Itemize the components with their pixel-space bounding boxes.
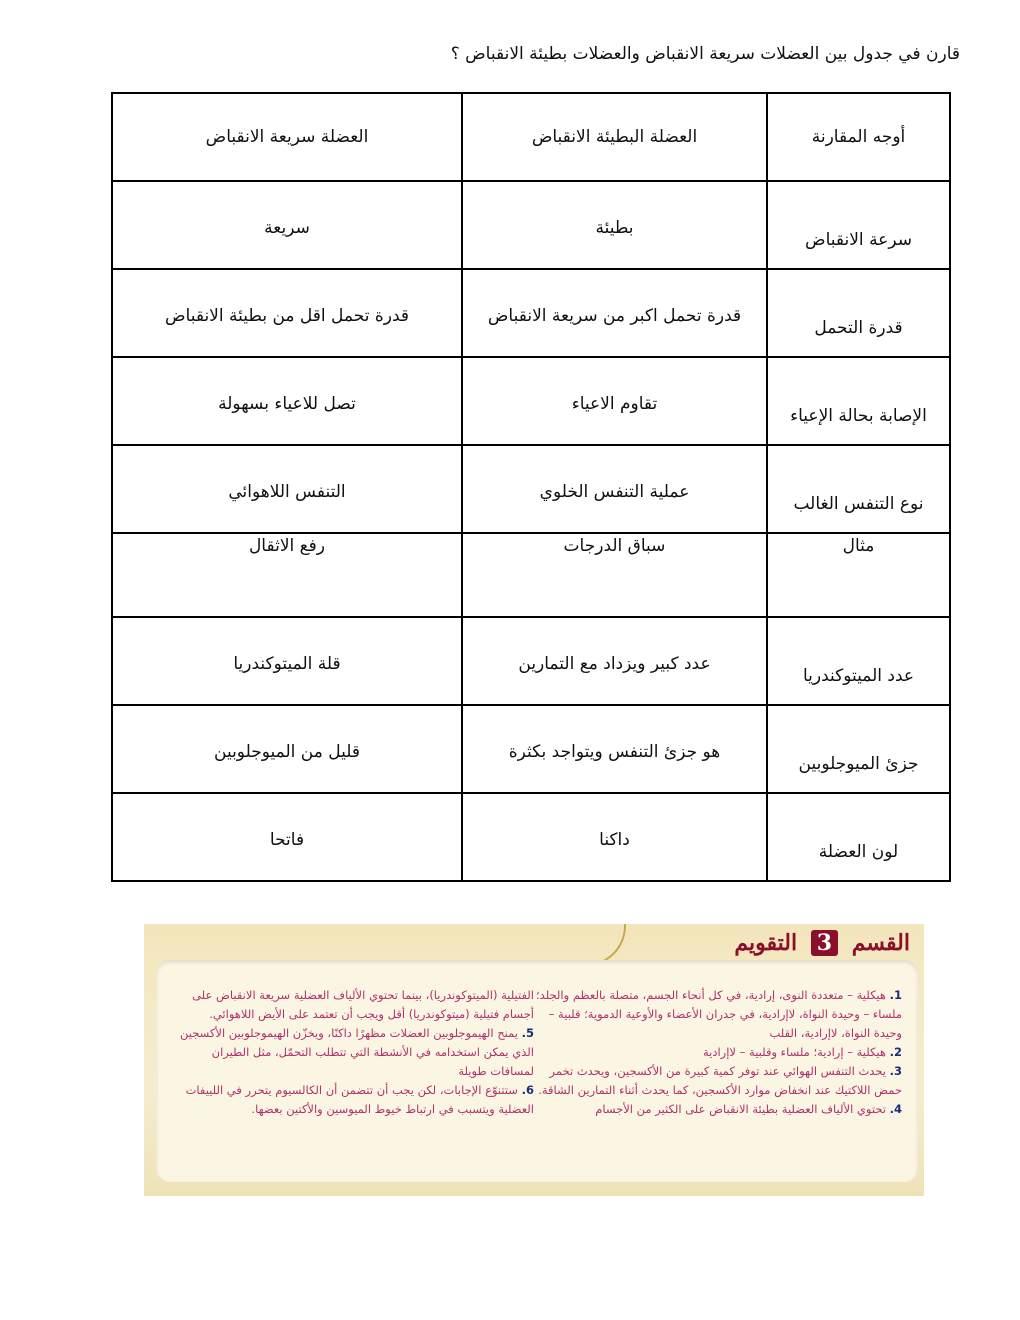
item-text: الفتيلية (الميتوكوندريا)، بينما تحتوي الألياف العضلية سريعة الانقباض على أجسام فتيلية (ميتوكوندريا) أقل ويجب أن تعتمد على الأيض اللاهوائي. [192, 988, 534, 1021]
row-aspect: جزئ الميوجلوبين [767, 705, 950, 793]
table-row [112, 617, 950, 705]
item-number: 1. [889, 988, 902, 1002]
item-number: 5. [521, 1026, 534, 1040]
row-fast-value: تصل للاعياء بسهولة [112, 357, 462, 445]
evaluation-section-number: 3 [811, 930, 838, 956]
header-fast-muscle: العضلة سريعة الانقباض [112, 93, 462, 181]
table-row [112, 269, 950, 357]
list-item [174, 986, 534, 1024]
table-row [112, 533, 950, 617]
row-fast-value: سريعة [112, 181, 462, 269]
table-row [112, 357, 950, 445]
row-fast-value: قليل من الميوجلوبين [112, 705, 462, 793]
comparison-table [111, 92, 951, 882]
evaluation-title-word2: التقويم [734, 930, 798, 956]
table-row [112, 445, 950, 533]
evaluation-title [734, 930, 910, 956]
table-row [112, 181, 950, 269]
row-slow-value: داكنا [462, 793, 767, 881]
row-fast-value: قدرة تحمل اقل من بطيئة الانقباض [112, 269, 462, 357]
header-slow-muscle: العضلة البطيئة الانقباض [462, 93, 767, 181]
row-aspect: عدد الميتوكندريا [767, 617, 950, 705]
item-text: هيكلية – إرادية؛ ملساء وقلبية – لاإرادية [703, 1045, 886, 1059]
table-row [112, 705, 950, 793]
row-aspect: قدرة التحمل [767, 269, 950, 357]
row-slow-value: قدرة تحمل اكبر من سريعة الانقباض [462, 269, 767, 357]
list-item [174, 1081, 534, 1119]
row-fast-value: رفع الاثقال [112, 533, 462, 617]
item-text: هيكلية – متعددة النوى، إرادية، في كل أنحاء الجسم، متصلة بالعظم والجلد؛ ملساء – وحيدة النواة، لاإرادية، في جدران الأعضاء والأوعية الدموية؛ قلبية – وحيدة النواة، لاإرادية، القلب [536, 988, 902, 1040]
list-item [532, 986, 902, 1043]
evaluation-box [144, 924, 924, 1196]
evaluation-left-column [174, 986, 534, 1119]
item-number: 6. [521, 1083, 534, 1097]
item-number: 4. [889, 1102, 902, 1116]
row-slow-value: عملية التنفس الخلوي [462, 445, 767, 533]
table-row [112, 793, 950, 881]
item-text: يحدث التنفس الهوائي عند توفر كمية كبيرة من الأكسجين، ويحدث تخمر حمض اللاكتيك عند انخفاض موارد الأكسجين، كما يحدث أثناء التمارين الشاقة. [538, 1064, 902, 1097]
list-item [174, 1024, 534, 1081]
item-text: تحتوي الألياف العضلية بطيئة الانقباض على الكثير من الأجسام [595, 1102, 886, 1116]
evaluation-title-word1: القسم [851, 930, 910, 956]
list-item [532, 1100, 902, 1119]
item-text: يمنح الهيموجلوبين العضلات مظهرًا داكنًا، ويخزّن الهيموجلوبين الأكسجين الذي يمكن استخدامه في الأنشطة التي تتطلب التحمّل، مثل الطيران لمسافات طويلة [180, 1026, 534, 1078]
row-aspect: نوع التنفس الغالب [767, 445, 950, 533]
row-fast-value: التنفس اللاهوائي [112, 445, 462, 533]
row-aspect: الإصابة بحالة الإعياء [767, 357, 950, 445]
row-aspect: لون العضلة [767, 793, 950, 881]
row-aspect: سرعة الانقباض [767, 181, 950, 269]
header-aspect: أوجه المقارنة [767, 93, 950, 181]
item-number: 2. [889, 1045, 902, 1059]
table-header-row [112, 93, 950, 181]
row-slow-value: تقاوم الاعياء [462, 357, 767, 445]
row-fast-value: قلة الميتوكندريا [112, 617, 462, 705]
list-item [532, 1043, 902, 1062]
row-fast-value: فاتحا [112, 793, 462, 881]
list-item [532, 1062, 902, 1100]
item-text: ستتنوّع الإجابات، لكن يجب أن تتضمن أن الكالسيوم يتحرر في اللييفات العضلية ويتسبب في ارتباط خيوط الميوسين والأكتين بعضها. [185, 1083, 534, 1116]
evaluation-right-column [532, 986, 902, 1119]
row-aspect: مثال [767, 533, 950, 617]
row-slow-value: بطيئة [462, 181, 767, 269]
question-text: قارن في جدول بين العضلات سريعة الانقباض والعضلات بطيئة الانقباض ؟ [450, 44, 960, 64]
row-slow-value: عدد كبير ويزداد مع التمارين [462, 617, 767, 705]
row-slow-value: سباق الدرجات [462, 533, 767, 617]
row-slow-value: هو جزئ التنفس ويتواجد بكثرة [462, 705, 767, 793]
item-number: 3. [889, 1064, 902, 1078]
